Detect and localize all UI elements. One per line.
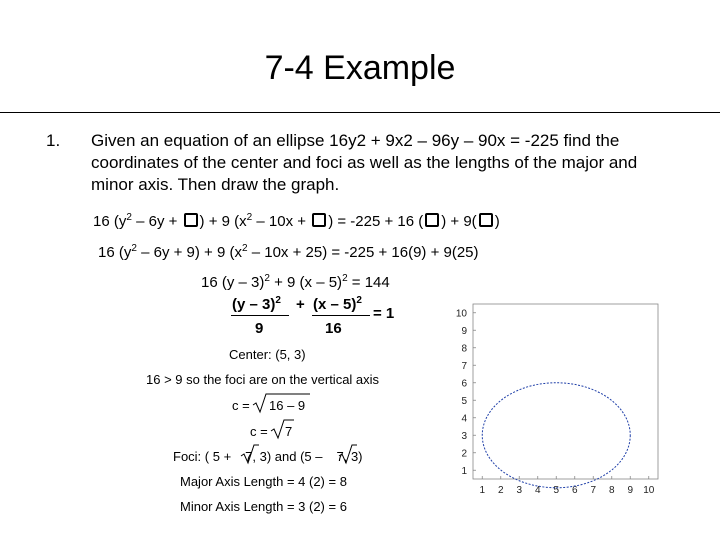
blank-box-icon <box>312 213 326 227</box>
y-tick-label: 9 <box>461 325 467 337</box>
y-tick-label: 1 <box>461 465 467 477</box>
center-result: Center: (5, 3) <box>229 347 306 362</box>
x-tick-label: 3 <box>516 485 523 496</box>
equation-complete-square-filled: 16 $(y^2 - 6y + 9) + 9$ $(x^2 - 10x + 25) = -225 + 16(9) + 9(25)$ <box>98 243 479 261</box>
fraction-equals: = 1 <box>373 305 395 322</box>
fraction-bar-right <box>312 315 370 316</box>
fraction-left-denominator: 9 <box>255 320 264 337</box>
foci-axis-note: 16 > 9 so the foci are on the vertical axis <box>146 372 380 387</box>
c-equation-2-lhs: c = <box>250 424 268 439</box>
fraction-left-numerator: (y – 3)$^2$ <box>232 295 281 313</box>
ellipse-graph <box>450 296 675 506</box>
plot-frame <box>473 304 658 479</box>
prompt-line-3: minor axis. Then draw the graph. <box>91 175 340 194</box>
ellipse-curve <box>482 383 630 488</box>
y-tick-label: 3 <box>461 430 467 442</box>
y-tick-label: 6 <box>461 378 467 390</box>
x-tick-label: 2 <box>497 485 504 496</box>
y-tick-label: 4 <box>461 413 467 425</box>
prompt-line-1: Given an equation of an ellipse 16y2 + 9x2 – 96y – 90x = -225 find the <box>91 131 620 150</box>
major-axis-length: Major Axis Length = 4 (2) = 8 <box>180 474 347 489</box>
x-tick-label: 8 <box>608 485 615 496</box>
blank-box-icon <box>479 213 493 227</box>
radical-sign-icon <box>338 443 358 465</box>
x-tick-label: 7 <box>590 485 597 496</box>
fraction-right-numerator: (x – 5)$^2$ <box>313 295 362 313</box>
x-tick-label: 5 <box>553 485 560 496</box>
title-divider <box>0 112 720 113</box>
blank-box-icon <box>425 213 439 227</box>
x-tick-label: 6 <box>571 485 578 496</box>
slide-title: 7-4 Example <box>264 49 456 87</box>
c-equation-1-lhs: c = <box>232 398 250 413</box>
minor-axis-length: Minor Axis Length = 3 (2) = 6 <box>180 499 347 514</box>
y-tick-label: 5 <box>461 395 467 407</box>
y-tick-label: 2 <box>461 448 467 460</box>
y-tick-label: 8 <box>461 343 467 355</box>
x-tick-label: 4 <box>534 485 541 496</box>
item-number: 1. <box>46 131 61 150</box>
c-equation-2-radicand: 7 <box>285 424 293 439</box>
fraction-right-denominator: 16 <box>325 320 342 337</box>
y-tick-label: 10 <box>455 308 467 320</box>
y-tick-label: 7 <box>461 360 467 372</box>
x-tick-label: 1 <box>479 485 486 496</box>
x-tick-label: 9 <box>627 485 634 496</box>
prompt-line-2: coordinates of the center and foci as well as the lengths of the major and <box>91 153 638 172</box>
foci-result: Foci: ( 5 + 7, 3) and (5 – 7, 3) <box>173 449 363 464</box>
equation-complete-square-setup: 16 ($y^2 - 6y$ + ) + 9 ($x^2 - 10x$ + ) = -225 + 16 ( ) + 9( ) <box>93 212 500 230</box>
blank-box-icon <box>184 213 198 227</box>
x-tick-label: 10 <box>643 485 655 496</box>
fraction-plus: + <box>296 296 305 313</box>
equation-factored: 16 (y – 3)$^2$ + 9 (x – 5)$^2$ = 144 <box>201 273 390 291</box>
radical-sign-icon <box>240 443 260 465</box>
c-equation-1-radicand: 16 – 9 <box>269 398 306 413</box>
fraction-bar-left <box>231 315 289 316</box>
